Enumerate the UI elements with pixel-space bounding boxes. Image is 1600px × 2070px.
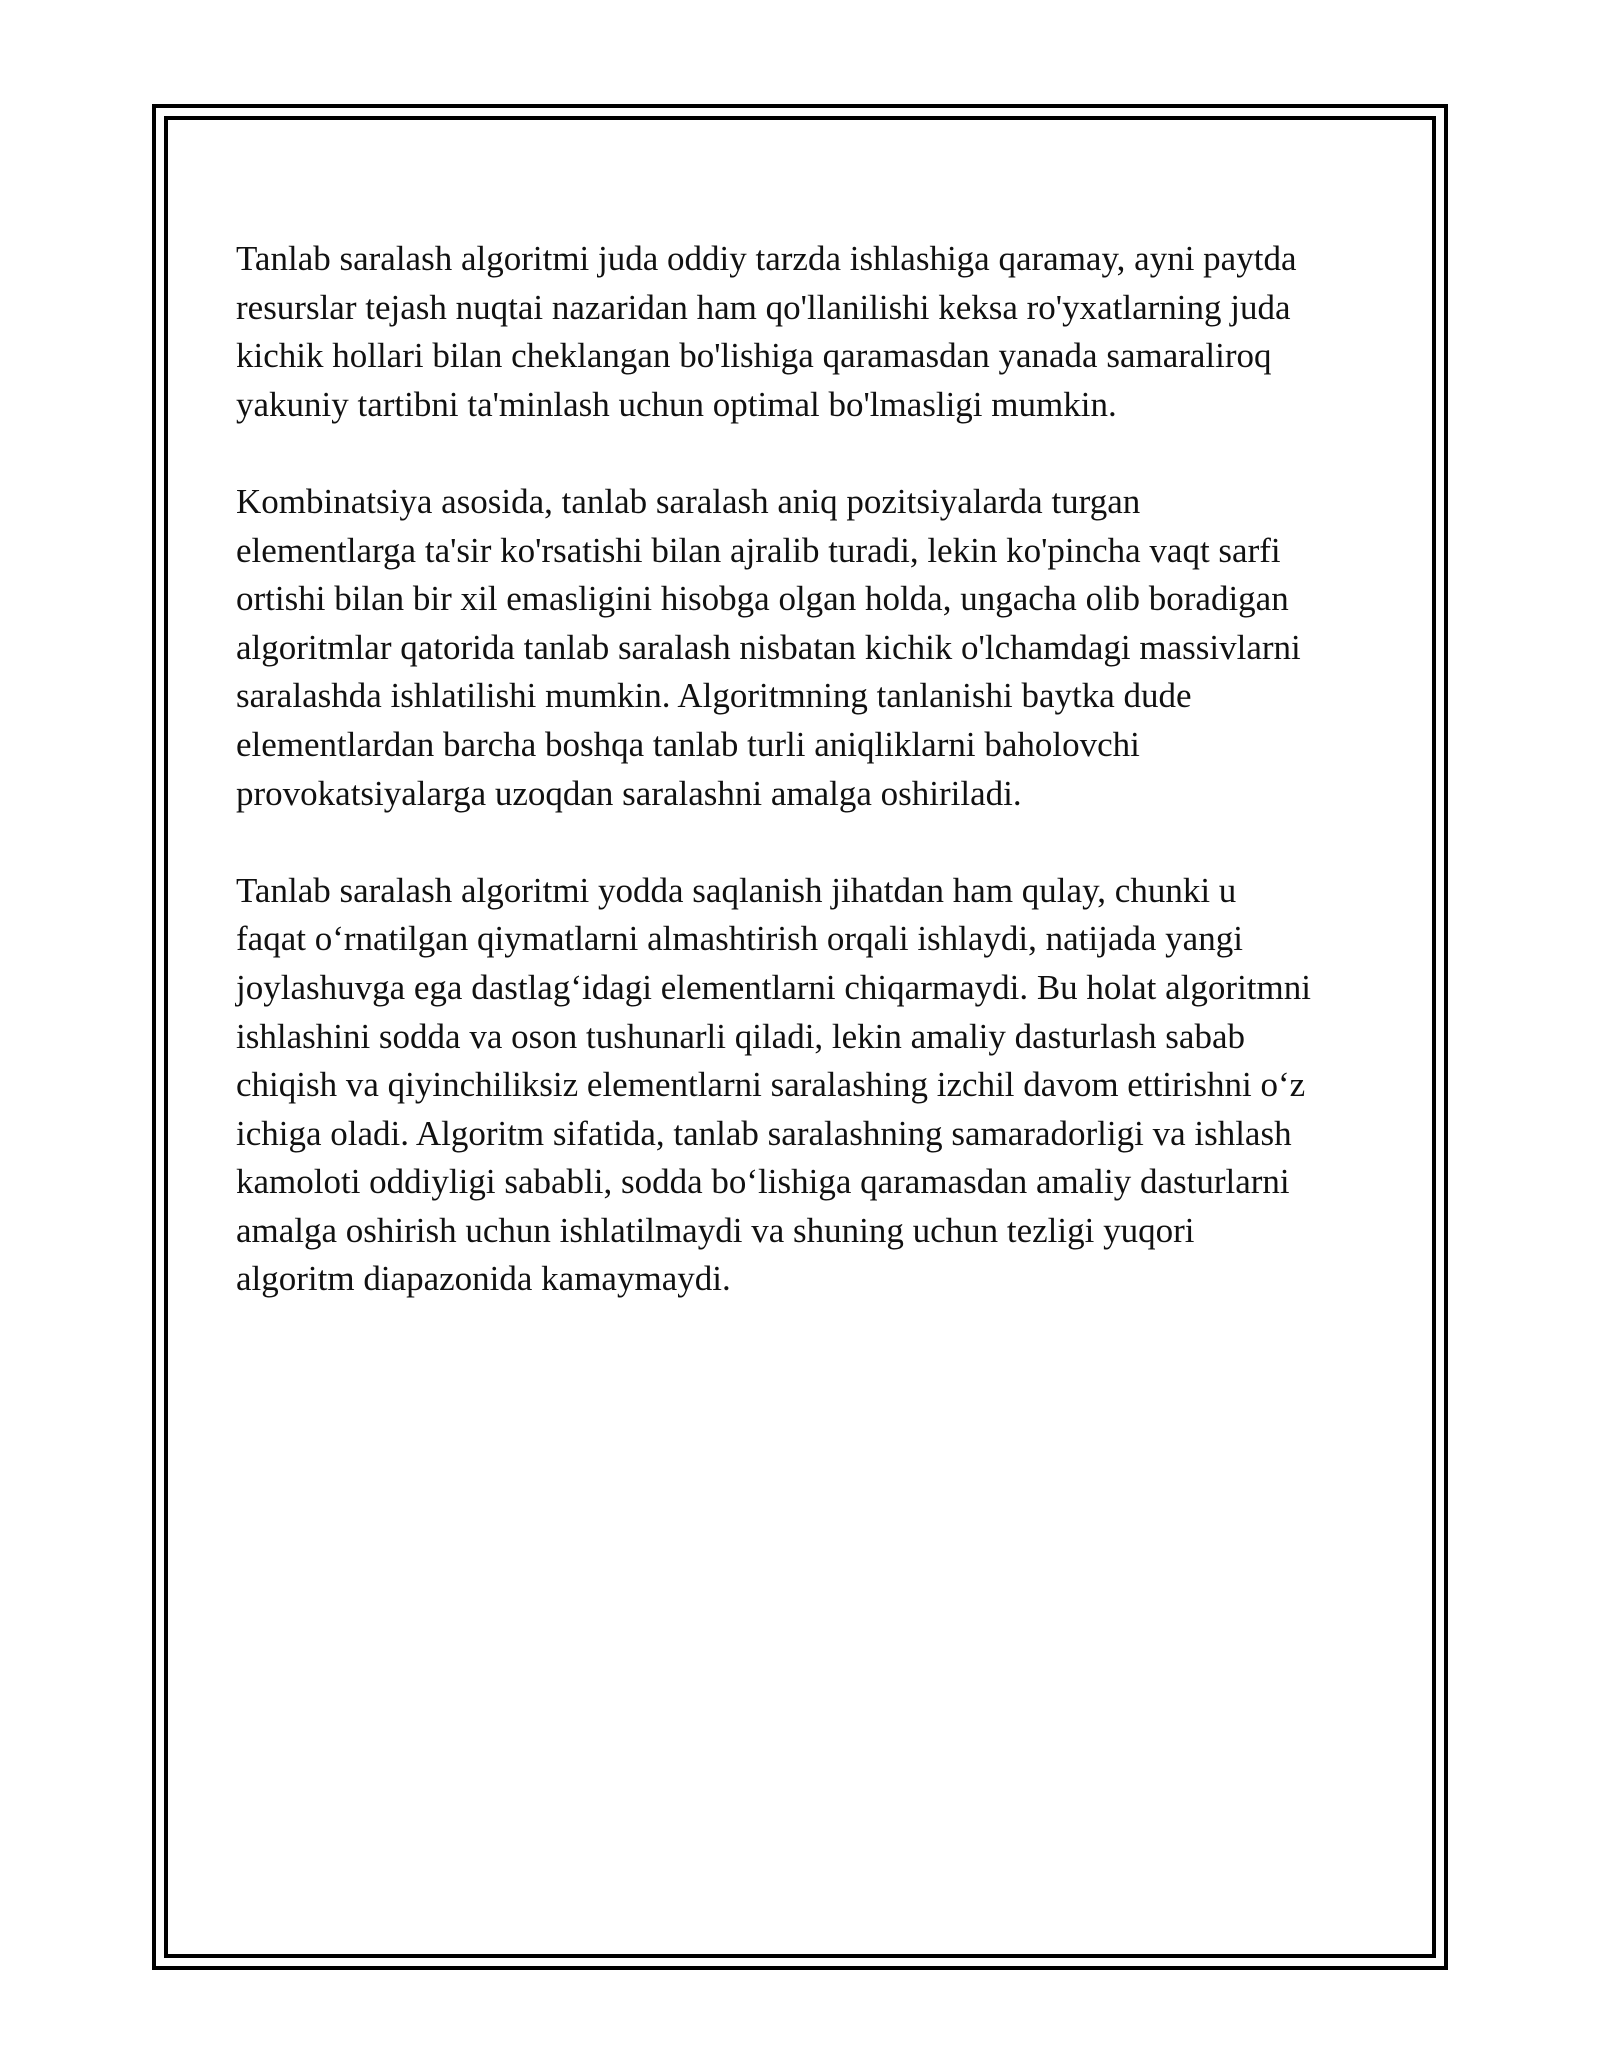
text-line: Tanlab saralash algoritmi yodda saqlanish jihatdan ham qulay, chunki u	[236, 870, 1237, 910]
text-line: faqat oʻrnatilgan qiymatlarni almashtirish orqali ishlaydi, natijada yangi	[236, 919, 1243, 959]
text-line: resurslar tejash nuqtai nazaridan ham qo'llanilishi keksa ro'yxatlarning juda	[236, 287, 1291, 327]
text-line: amalga oshirish uchun ishlatilmaydi va shuning uchun tezligi yuqori	[236, 1210, 1195, 1250]
text-line: yakuniy tartibni ta'minlash uchun optimal bo'lmasligi mumkin.	[236, 384, 1117, 424]
text-line: kichik hollari bilan cheklangan bo'lishiga qaramasdan yanada samaraliroq	[236, 336, 1272, 376]
text-line: ichiga oladi. Algoritm sifatida, tanlab saralashning samaradorligi va ishlash	[236, 1113, 1292, 1153]
document-body	[236, 235, 1376, 1353]
text-line: Tanlab saralash algoritmi juda oddiy tarzda ishlashiga qaramay, ayni paytda	[236, 239, 1297, 278]
paragraph-2	[236, 478, 1376, 818]
text-line: ortishi bilan bir xil emasligini hisobga olgan holda, ungacha olib boradigan	[236, 579, 1289, 619]
text-line: elementlardan barcha boshqa tanlab turli aniqliklarni baholovchi	[236, 724, 1140, 764]
paragraph-3	[236, 867, 1376, 1304]
text-line: saralashda ishlatilishi mumkin. Algoritmning tanlanishi baytka dude	[236, 676, 1192, 716]
paragraph-1	[236, 235, 1376, 429]
text-line: elementlarga ta'sir ko'rsatishi bilan ajralib turadi, lekin ko'pincha vaqt sarfi	[236, 530, 1281, 570]
text-line: Kombinatsiya asosida, tanlab saralash aniq pozitsiyalarda turgan	[236, 481, 1141, 521]
text-line: algoritmlar qatorida tanlab saralash nisbatan kichik o'lchamdagi massivlarni	[236, 627, 1301, 667]
text-line: joylashuvga ega dastlagʻidagi elementlarni chiqarmaydi. Bu holat algoritmni	[236, 967, 1311, 1007]
text-line: ishlashini sodda va oson tushunarli qiladi, lekin amaliy dasturlash sabab	[236, 1016, 1246, 1056]
text-line: algoritm diapazonida kamaymaydi.	[236, 1259, 731, 1299]
text-line: kamoloti oddiyligi sababli, sodda boʻlishiga qaramasdan amaliy dasturlarni	[236, 1162, 1290, 1202]
text-line: chiqish va qiyinchiliksiz elementlarni saralashing izchil davom ettirishni oʻz	[236, 1065, 1306, 1105]
text-line: provokatsiyalarga uzoqdan saralashni amalga oshiriladi.	[236, 773, 1022, 813]
